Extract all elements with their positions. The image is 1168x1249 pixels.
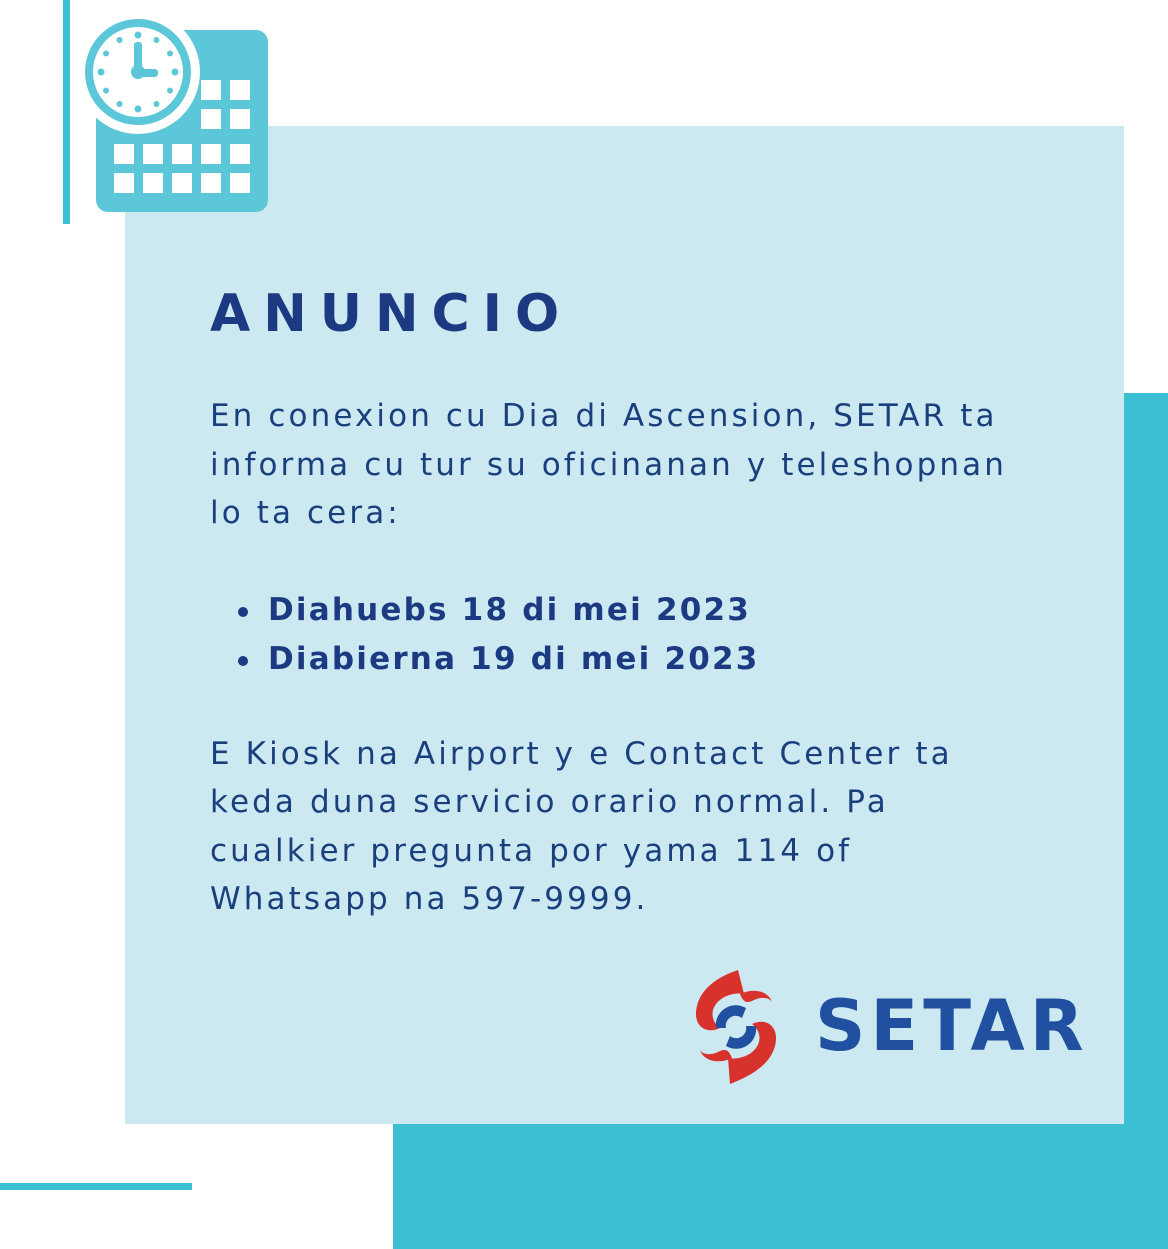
date-text: Diabierna 19 di mei 2023 (268, 640, 760, 677)
text-line: E Kiosk na Airport y e Contact Center ta (210, 735, 953, 772)
text-line: lo ta cera: (210, 495, 401, 531)
decorative-horizontal-line (0, 1183, 192, 1190)
text-line: Whatsapp na 597-9999. (210, 881, 649, 917)
setar-logo-text: SETAR (815, 985, 1089, 1067)
list-item (238, 586, 1090, 635)
text-line: En conexion cu Dia di Ascension, SETAR ta (210, 398, 998, 434)
service-paragraph (210, 730, 1090, 924)
decorative-vertical-line (63, 0, 70, 224)
setar-logo-mark-icon (690, 968, 780, 1086)
calendar-clock-icon (76, 12, 276, 217)
bullet-icon (238, 607, 248, 617)
date-text: Diahuebs 18 di mei 2023 (268, 591, 752, 628)
closure-dates-list (210, 586, 1090, 684)
text-line: keda duna servicio orario normal. Pa (210, 784, 889, 820)
bullet-icon (238, 656, 248, 666)
text-line: cualkier pregunta por yama 114 of (210, 832, 853, 869)
list-item (238, 635, 1090, 684)
announcement-content (210, 280, 1090, 924)
setar-logo (690, 968, 1090, 1088)
text-line: informa cu tur su oficinanan y teleshopnan (210, 446, 1007, 483)
announcement-title: ANUNCIO (210, 284, 573, 344)
intro-paragraph (210, 392, 1090, 538)
